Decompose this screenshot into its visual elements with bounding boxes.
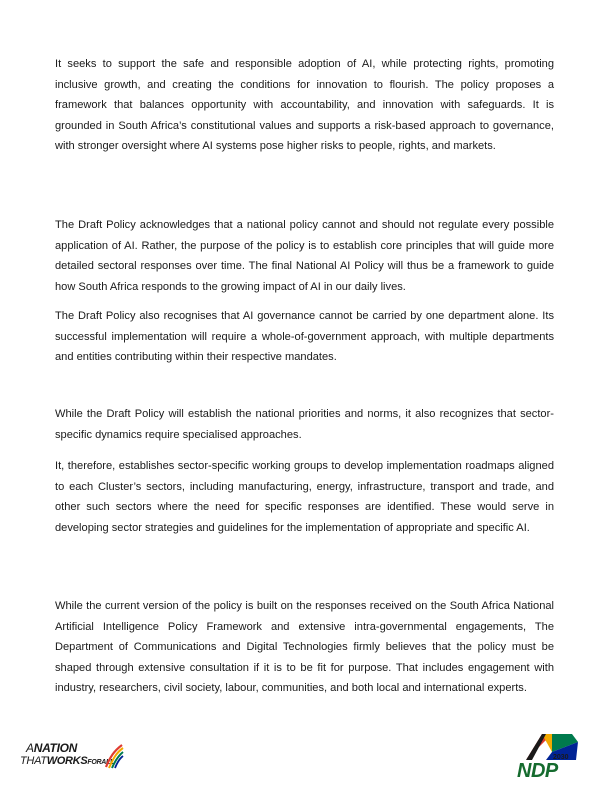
paragraph-6: While the current version of the policy is built on the responses received on the South Africa National Artificial Intelligence Policy Framework and extensive intra-governmental engagements, The Department of Communications and Digital Technologies firmly believes that the policy must be shaped through extensive consultation if it is to be fit for purpose. That includes engagement with industry, researchers, civil society, labour, communities, and both local and international experts. — [55, 600, 554, 695]
a-nation-that-works-for-all-logo — [16, 735, 126, 777]
logo-line-1: ANATION — [26, 741, 78, 755]
ndp-wordmark: NDP — [517, 760, 558, 782]
paragraph-3: The Draft Policy also recognises that AI governance cannot be carried by one department alone. Its successful implementation will require a whole-of-government approach, with multiple departments and entities contributing within their respective mandates. — [55, 310, 554, 364]
paragraph-1: It seeks to support the safe and responsible adoption of AI, while protecting rights, promoting inclusive growth, and creating the conditions for innovation to flourish. The policy proposes a framework that balances opportunity with accountability, and innovation with safeguards. It is grounded in South Africa’s constitutional values and supports a risk-based approach to governance, with stronger oversight where AI systems pose higher risks to people, rights, and markets. — [55, 58, 554, 153]
paragraph-5: It, therefore, establishes sector-specific working groups to develop implementation roadmaps aligned to each Cluster’s sectors, including manufacturing, energy, infrastructure, transport and trade, and other such sectors where the need for specific responses are identified. These would serve in developing sector strategies and guidelines for the implementation of appropriate and specific AI. — [55, 460, 554, 534]
paragraph-2: The Draft Policy acknowledges that a national policy cannot and should not regulate every possible application of AI. Rather, the purpose of the policy is to establish core principles that will guide more detailed sectoral responses over time. The final National AI Policy will thus be a framework to guide how South Africa responds to the growing impact of AI in our daily lives. — [55, 219, 554, 293]
ndp-2030-logo — [512, 730, 582, 786]
ndp-flag-icon — [512, 730, 582, 762]
flag-swoosh-icon — [104, 743, 124, 769]
ndp-year: 2030 — [553, 754, 569, 761]
logo-line-2: THATWORKSFORALL — [20, 755, 114, 767]
paragraph-4: While the Draft Policy will establish the national priorities and norms, it also recognizes that sector-specific dynamics require specialised approaches. — [55, 408, 554, 441]
